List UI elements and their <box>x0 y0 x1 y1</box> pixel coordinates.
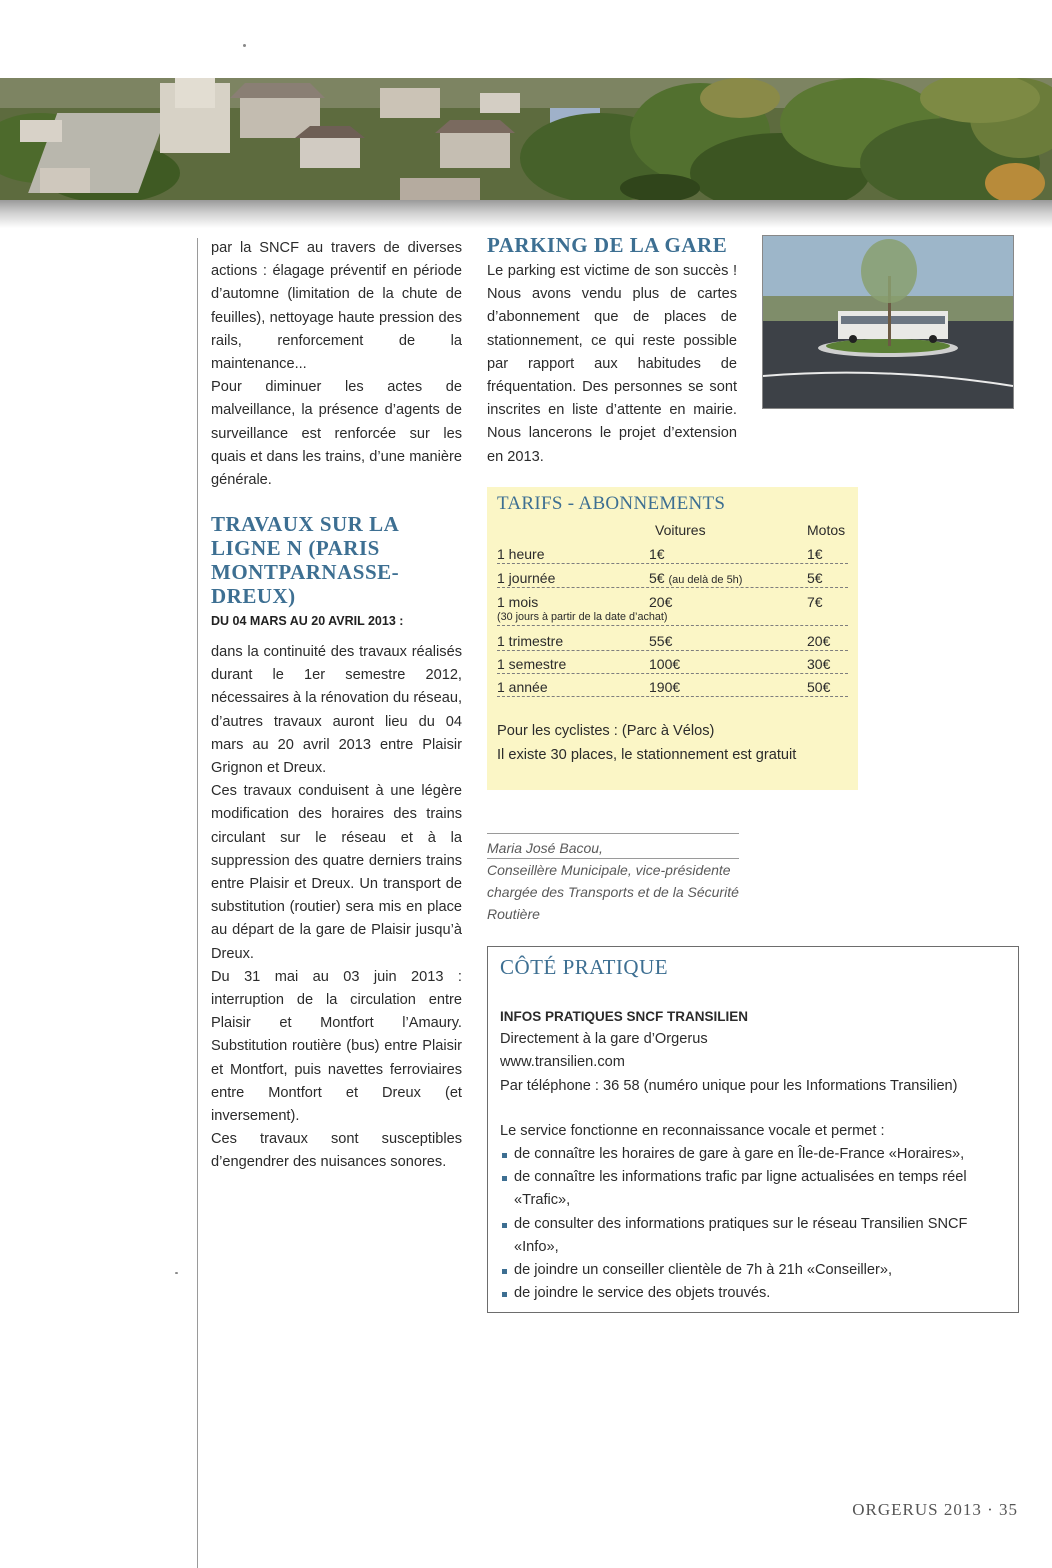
row-label: 1 semestre <box>497 656 567 672</box>
list-item-text: de consulter des informations pratiques sur le réseau Transilien SNCF «Info», <box>514 1215 968 1255</box>
list-item-text: de connaître les informations trafic par ligne actualisées en temps réel «Trafic», <box>514 1169 967 1209</box>
bullet-square-icon <box>502 1292 507 1297</box>
paragraph: Pour diminuer les actes de malveillance, la présence d’agents de surveillance est renforcée sur les quais et dans les trains, d’une manière générale. <box>211 379 462 489</box>
price-motos: 20€ <box>807 633 831 649</box>
table-row <box>497 567 848 588</box>
cyclistes-line-1: Pour les cyclistes : (Parc à Vélos) <box>497 723 715 739</box>
bullet-square-icon <box>502 1269 507 1274</box>
signature-rule-top <box>487 833 739 834</box>
paragraph: dans la continuité des travaux réalisés durant le 1er semestre 2012, nécessaires à la rénovation du réseau, d’autres travaux auront lieu du 04 mars au 20 avril 2013 entre Plaisir Grignon et Dreux. <box>211 644 462 777</box>
price-motos: 5€ <box>807 570 823 586</box>
row-label: 1 heure <box>497 546 545 562</box>
list-item-text: de joindre un conseiller clientèle de 7h à 21h «Conseiller», <box>514 1262 893 1279</box>
info-line: www.transilien.com <box>500 1054 625 1071</box>
footer-separator: · <box>987 1500 994 1519</box>
cote-pratique-subhead: INFOS PRATIQUES SNCF TRANSILIEN <box>500 1009 749 1024</box>
info-line: Par téléphone : 36 58 (numéro unique pour les Informations Transilien) <box>500 1077 958 1094</box>
price-voitures: 55€ <box>649 633 673 649</box>
price-value: 5€ <box>649 570 665 586</box>
table-row <box>497 676 848 697</box>
service-list <box>500 1143 1005 1305</box>
paragraph: Ces travaux conduisent à une légère modification des horaires des trains circulant sur le réseau et à la suppression des quatre derniers trains entre Plaisir et Dreux. Un transport de substitution (routier) sera mis en place au départ de la gare de Plaisir jusqu’à Dreux. <box>211 783 462 962</box>
parking-photo <box>762 235 1014 409</box>
tarifs-table <box>487 487 858 790</box>
row-label: 1 journée <box>497 570 556 586</box>
travaux-title: TRAVAUX SUR LA LIGNE N (PARIS MONTPARNASSE-DREUX) <box>211 512 400 608</box>
price-motos: 50€ <box>807 679 831 695</box>
parking-text <box>487 260 737 469</box>
signature <box>487 833 739 925</box>
left-column-intro <box>211 237 462 492</box>
banner-photo <box>0 78 1052 200</box>
signature-role: Conseillère Municipale, vice-présidente chargée des Transports et de la Sécurité Routière <box>487 862 739 922</box>
footer-text: ORGERUS 2013 <box>852 1500 982 1519</box>
service-intro: Le service fonctionne en reconnaissance vocale et permet : <box>500 1122 885 1139</box>
price-voitures: 100€ <box>649 656 681 672</box>
price-voitures: 20€ <box>649 594 673 610</box>
scan-speck <box>175 1272 178 1274</box>
banner-shadow <box>0 200 1052 228</box>
paragraph: par la SNCF au travers de diverses actions : élagage préventif en période d’automne (limitation de la chute de feuilles), nettoyage haute pression des rails, renforcement de la maintenance... <box>211 240 462 373</box>
price-note: (au delà de 5h) <box>668 574 743 586</box>
paragraph: Ces travaux sont susceptibles d’engendrer des nuisances sonores. <box>211 1131 462 1171</box>
travaux-subhead: DU 04 MARS AU 20 AVRIL 2013 : <box>211 614 404 628</box>
cote-pratique-title: CÔTÉ PRATIQUE <box>500 955 669 979</box>
table-row <box>497 653 848 674</box>
signature-name: Maria José Bacou, <box>487 840 603 856</box>
cyclistes-line-2: Il existe 30 places, le stationnement est gratuit <box>497 747 797 763</box>
page-footer <box>852 1500 1018 1520</box>
column-header-motos: Motos <box>807 522 846 538</box>
tarifs-title: TARIFS - ABONNEMENTS <box>497 493 726 514</box>
page-number: 35 <box>999 1500 1018 1519</box>
table-row <box>497 630 848 651</box>
list-item-text: de connaître les horaires de gare à gare en Île-de-France «Horaires», <box>514 1146 965 1163</box>
left-column-travaux <box>211 641 462 1175</box>
bullet-square-icon <box>502 1176 507 1181</box>
bullet-square-icon <box>502 1153 507 1158</box>
bullet-square-icon <box>502 1223 507 1228</box>
paragraph: Le parking est victime de son succès ! Nous avons vendu plus de cartes d’abonnement que de places de stationnement, ce qui reste possible par rapport aux habitudes de fréquentation. Des personnes se sont inscrites en liste d’attente en mairie. Nous lancerons le projet d’extension en 2013. <box>487 263 737 465</box>
list-item <box>500 1282 1005 1305</box>
cote-pratique-body <box>500 1005 1005 1305</box>
row-label: 1 mois <box>497 594 539 610</box>
price-motos: 7€ <box>807 594 823 610</box>
list-item <box>500 1143 1005 1166</box>
list-item-text: de joindre le service des objets trouvés. <box>514 1285 771 1302</box>
paragraph: Du 31 mai au 03 juin 2013 : interruption de la circulation entre Plaisir et Montfort l’Amaury. Substitution routière (bus) entre Plaisir et Montfort, puis navettes ferroviaires entre Montfort et Dreux (et inversement). <box>211 968 462 1125</box>
list-item <box>500 1213 1005 1259</box>
parking-title: PARKING DE LA GARE <box>487 233 728 257</box>
tarifs-header-row <box>497 519 848 539</box>
row-label: 1 année <box>497 679 548 695</box>
signature-rule-bottom <box>487 858 739 859</box>
price-motos: 1€ <box>807 546 823 562</box>
table-row <box>497 591 848 611</box>
price-voitures: 1€ <box>649 546 665 562</box>
info-line: Directement à la gare d’Orgerus <box>500 1031 708 1048</box>
price-motos: 30€ <box>807 656 831 672</box>
price-voitures <box>649 570 742 586</box>
mois-note: (30 jours à partir de la date d’achat) <box>497 611 848 626</box>
list-item <box>500 1259 1005 1282</box>
column-header-voitures: Voitures <box>655 522 706 538</box>
list-item <box>500 1166 1005 1212</box>
column-divider <box>197 238 198 1568</box>
scan-speck <box>243 44 246 47</box>
table-row <box>497 543 848 564</box>
cote-pratique-box <box>487 946 1019 1313</box>
row-label: 1 trimestre <box>497 633 564 649</box>
price-voitures: 190€ <box>649 679 681 695</box>
